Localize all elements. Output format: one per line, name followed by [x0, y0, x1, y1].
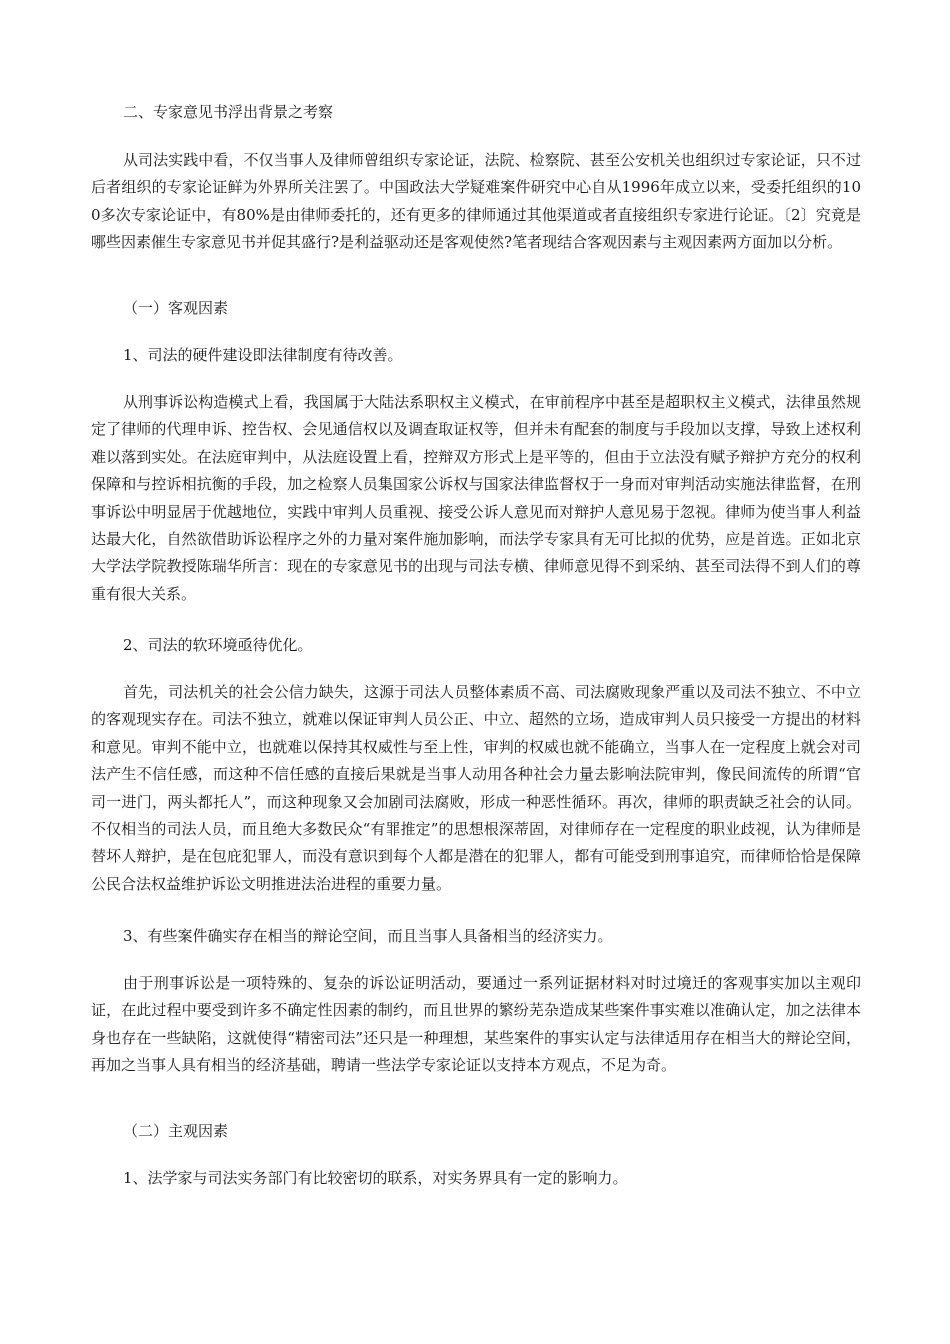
- intro-paragraph: 从司法实践中看，不仅当事人及律师曾组织专家论证，法院、检察院、甚至公安机关也组织过专家论证，只不过后者组织的专家论证鲜为外界所关注罢了。中国政法大学疑难案件研究中心自从1996年成立以来，受委托组织的100多次专家论证中，有80%是由律师委托的，还有更多的律师通过其他渠道或者直接组织专家进行论证。〔2〕究竟是哪些因素催生专家意见书并促其盛行?是利益驱动还是客观使然?笔者现结合客观因素与主观因素两方面加以分析。: [91, 151, 861, 252]
- section-title: 二、专家意见书浮出背景之考察: [123, 103, 334, 121]
- objective-factors-heading: （一）客观因素: [123, 299, 229, 317]
- point-3-heading: 3、有些案件确实存在相当的辩论空间，而且当事人具备相当的经济实力。: [123, 927, 613, 945]
- point-2-heading: 2、司法的软环境亟待优化。: [123, 636, 313, 654]
- point-1-heading: 1、司法的硬件建设即法律制度有待改善。: [123, 346, 403, 364]
- point-1-paragraph: 从刑事诉讼构造模式上看，我国属于大陆法系职权主义模式，在审前程序中甚至是超职权主义模式，法律虽然规定了律师的代理申诉、控告权、会见通信权以及调查取证权等，但并未有配套的制度与手段加以支撑，导致上述权利难以落到实处。在法庭审判中，从法庭设置上看，控辩双方形式上是平等的，但由于立法没有赋予辩护方充分的权利保障和与控诉相抗衡的手段，加之检察人员集国家公诉权与国家法律监督权于一身而对审判活动实施法律监督，在刑事诉讼中明显居于优越地位，实践中审判人员重视、接受公诉人意见而对辩护人意见易于忽视。律师为使当事人利益达最大化，自然欲借助诉讼程序之外的力量对案件施加影响，而法学专家具有无可比拟的优势，应是首选。正如北京大学法学院教授陈瑞华所言：现在的专家意见书的出现与司法专横、律师意见得不到采纳、甚至司法得不到人们的尊重有很大关系。: [91, 393, 861, 603]
- point-3-paragraph: 由于刑事诉讼是一项特殊的、复杂的诉讼证明活动，要通过一系列证据材料对时过境迁的客观事实加以主观印证，在此过程中要受到许多不确定性因素的制约，而且世界的繁纷芜杂造成某些案件事实难以准确认定，加之法律本身也存在一些缺陷，这就使得“精密司法”还只是一种理想，某些案件的事实认定与法律适用存在相当大的辩论空间，再加之当事人具有相当的经济基础，聘请一些法学专家论证以支持本方观点，不足为奇。: [91, 974, 861, 1075]
- point-2-paragraph: 首先，司法机关的社会公信力缺失，这源于司法人员整体素质不高、司法腐败现象严重以及司法不独立、不中立的客观现实存在。司法不独立，就难以保证审判人员公正、中立、超然的立场，造成审判人员只接受一方提出的材料和意见。审判不能中立，也就难以保持其权威性与至上性，审判的权威也就不能确立，当事人在一定程度上就会对司法产生不信任感，而这种不信任感的直接后果就是当事人动用各种社会力量去影响法院审判，像民间流传的所谓“官司一进门，两头都托人”，而这种现象又会加剧司法腐败，形成一种恶性循环。再次，律师的职责缺乏社会的认同。不仅相当的司法人员，而且绝大多数民众“有罪推定”的思想根深蒂固，对律师存在一定程度的职业歧视，认为律师是替坏人辩护，是在包庇犯罪人，而没有意识到每个人都是潜在的犯罪人，都有可能受到刑事追究，而律师恰恰是保障公民合法权益维护诉讼文明推进法治进程的重要力量。: [91, 683, 861, 893]
- subjective-factors-heading: （二）主观因素: [123, 1122, 229, 1140]
- subjective-point-1-heading: 1、法学家与司法实务部门有比较密切的联系，对实务界具有一定的影响力。: [123, 1169, 628, 1187]
